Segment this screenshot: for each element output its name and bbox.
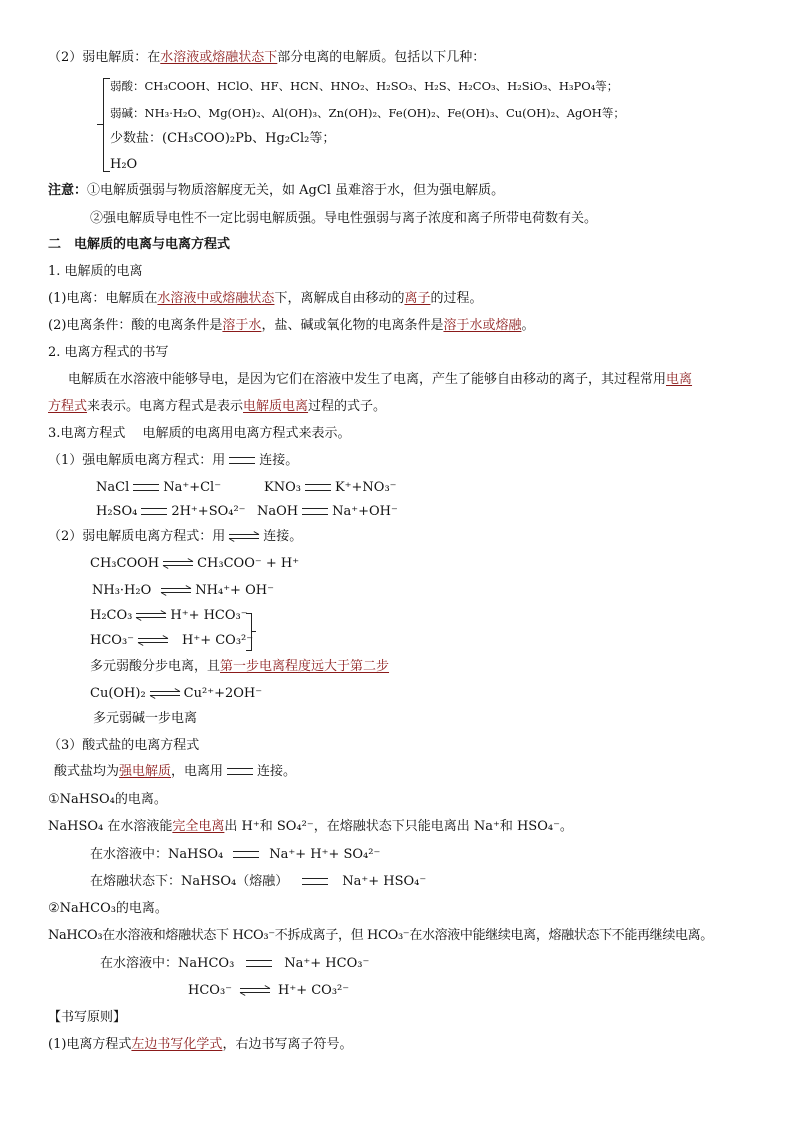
underlined-term: 溶于水或熔融	[443, 318, 522, 333]
eq-right: H⁺+ HCO₃⁻	[170, 608, 248, 623]
eq-right: Na⁺+ HCO₃⁻	[284, 956, 370, 971]
subsection-1: 1. 电解质的电离	[48, 264, 143, 279]
equation-hco3	[90, 632, 253, 650]
eq-left: H₂SO₄	[96, 504, 138, 519]
weak-eq-heading	[48, 528, 302, 546]
equals-sign-icon	[229, 457, 255, 464]
note-line-2: ②强电解质导电性不一定比弱电解质强。导电性强弱与离子浓度和离子所带电荷数有关。	[90, 211, 598, 226]
eq-left: NaCl	[96, 480, 130, 495]
equation-nacl	[96, 479, 221, 497]
reversible-arrow-icon	[138, 636, 168, 645]
note-line-1	[48, 182, 504, 200]
equals-sign-icon	[141, 508, 167, 515]
acidsalt-para	[54, 763, 296, 781]
brace-tick	[251, 631, 256, 632]
underlined-term: 溶于水	[222, 318, 262, 333]
value: CH₃COOH、HClO、HF、HCN、HNO₂、H₂SO₃、H₂S、H₂CO₃、H₂SiO₃、H₃PO₄等；	[144, 79, 619, 93]
eq-left: HCO₃⁻	[90, 633, 135, 648]
text: 连接。	[259, 453, 299, 468]
eq-right: Na⁺+Cl⁻	[163, 480, 222, 495]
subsection-2: 2. 电离方程式的书写	[48, 345, 169, 360]
text: （2）弱电解质电离方程式：用	[48, 529, 226, 544]
equals-sign-icon	[233, 851, 259, 858]
eq-right: Cu²⁺+2OH⁻	[183, 686, 263, 701]
underlined-term: 强电解质	[119, 764, 172, 779]
weak-note-polyacid	[90, 658, 389, 676]
text: (1)电离：电解质在	[48, 291, 158, 306]
equation-hco3-aq	[188, 982, 349, 1000]
equals-sign-icon	[305, 484, 331, 491]
equation-h2co3	[90, 607, 248, 625]
equation-nh3h2o	[92, 582, 274, 600]
text: 过程的式子。	[308, 399, 387, 414]
eq-left: Cu(OH)₂	[90, 686, 146, 701]
underlined-term: 第一步电离程度远大于第二步	[220, 659, 390, 674]
nahco3-para: NaHCO₃在水溶液和熔融状态下 HCO₃⁻不拆成离子，但 HCO₃⁻在水溶液中能继续电离，熔融状态下不能再继续电离。	[48, 928, 713, 943]
underlined-term: 离子	[404, 291, 431, 306]
equation-nahso4-aq	[90, 846, 380, 864]
brace-tick	[97, 124, 104, 125]
eq-right: H⁺+ CO₃²⁻	[278, 983, 350, 998]
eq-right: Na⁺+OH⁻	[332, 504, 398, 519]
underlined-term: 电离	[666, 372, 693, 387]
eq-left: NH₃·H₂O	[92, 583, 152, 598]
weak-note-polybase: 多元弱碱一步电离	[93, 711, 198, 726]
equation-cuoh2	[90, 685, 262, 703]
rules-line-1	[48, 1036, 352, 1054]
text: 部分电离的电解质。包括以下几种：	[277, 50, 486, 65]
underlined-term: 方程式	[48, 399, 88, 414]
rules-heading: 【书写原则】	[48, 1010, 127, 1025]
eq-left: H₂CO₃	[90, 608, 133, 623]
reversible-arrow-icon	[136, 611, 166, 620]
eq-right: K⁺+NO₃⁻	[334, 480, 397, 495]
text: （2）弱电解质：在	[48, 50, 161, 65]
equals-sign-icon	[246, 960, 272, 967]
note-label: 注意：	[48, 183, 88, 198]
text: 酸式盐均为	[54, 764, 120, 779]
underlined-term: 电解质电离	[243, 399, 309, 414]
eq-left: CH₃COOH	[90, 556, 160, 571]
weak-bases	[110, 104, 625, 122]
text: (2)电离条件：酸的电离条件是	[48, 318, 223, 333]
reversible-arrow-icon	[240, 986, 270, 995]
text: ，电离用	[171, 764, 224, 779]
text: 。	[521, 318, 535, 333]
equals-sign-icon	[302, 508, 328, 515]
para-equation-line1	[68, 371, 692, 389]
underlined-term: 左边书写化学式	[131, 1037, 223, 1052]
text: 的过程。	[430, 291, 483, 306]
eq-left: KNO₃	[264, 480, 301, 495]
eq-left: 在水溶液中：NaHCO₃	[100, 956, 235, 971]
reversible-arrow-icon	[229, 532, 259, 541]
equation-nahco3-aq	[100, 955, 369, 973]
text: NaHSO₄ 在水溶液能	[48, 819, 173, 834]
label: 弱碱：	[110, 106, 145, 120]
eq-right: Na⁺+ HSO₄⁻	[342, 874, 427, 889]
weak-heading	[48, 49, 485, 67]
text: ，盐、碱或氧化物的电离条件是	[261, 318, 444, 333]
para-ionization	[48, 290, 482, 308]
text: 出 H⁺和 SO₄²⁻，在熔融状态下只能电离出 Na⁺和 HSO₄⁻。	[224, 819, 573, 834]
eq-left: 在水溶液中：NaHSO₄	[90, 847, 224, 862]
weak-acids	[110, 77, 618, 95]
section-title: 二 电解质的电离与电离方程式	[48, 237, 231, 252]
para-equation-line2	[48, 398, 386, 416]
text: 下，离解成自由移动的	[274, 291, 405, 306]
eq-left: 在熔融状态下：NaHSO₄（熔融）	[90, 874, 289, 889]
reversible-arrow-icon	[163, 559, 193, 568]
equation-nahso4-molten	[90, 873, 426, 891]
acidsalt-heading: （3）酸式盐的电离方程式	[48, 738, 200, 753]
equals-sign-icon	[227, 768, 253, 775]
text: ，右边书写离子符号。	[222, 1037, 353, 1052]
eq-right: H⁺+ CO₃²⁻	[182, 633, 254, 648]
equation-kno3	[264, 479, 397, 497]
value: NH₃·H₂O、Mg(OH)₂、Al(OH)₃、Zn(OH)₂、Fe(OH)₂、Fe(OH)₃、Cu(OH)₂、AgOH等；	[144, 106, 625, 120]
text: (1)电离方程式	[48, 1037, 132, 1052]
reversible-arrow-icon	[150, 689, 180, 698]
eq-right: Na⁺+ H⁺+ SO₄²⁻	[269, 847, 381, 862]
text: 连接。	[263, 529, 303, 544]
left-brace	[103, 78, 110, 172]
text: 多元弱酸分步电离，且	[90, 659, 221, 674]
eq-right: CH₃COO⁻ + H⁺	[197, 556, 300, 571]
equals-sign-icon	[133, 484, 159, 491]
equals-sign-icon	[302, 878, 328, 885]
eq-left: NaOH	[257, 504, 299, 519]
eq-right: 2H⁺+SO₄²⁻	[171, 504, 246, 519]
text: 连接。	[257, 764, 297, 779]
text: （1）强电解质电离方程式：用	[48, 453, 226, 468]
nahco3-heading: ②NaHCO₃的电离。	[48, 901, 168, 916]
nahso4-para	[48, 818, 573, 836]
reversible-arrow-icon	[161, 586, 191, 595]
weak-water: H₂O	[110, 157, 138, 172]
equation-h2so4	[96, 503, 246, 521]
eq-left: HCO₃⁻	[188, 983, 233, 998]
text: 来表示。电离方程式是表示	[87, 399, 244, 414]
para-conditions	[48, 317, 534, 335]
underlined-term: 完全电离	[172, 819, 225, 834]
underlined-term: 水溶液或熔融状态下	[160, 50, 278, 65]
weak-salts: 少数盐：(CH₃COO)₂Pb、Hg₂Cl₂等；	[110, 131, 336, 146]
eq-right: NH₄⁺+ OH⁻	[195, 583, 274, 598]
nahso4-heading: ①NaHSO₄的电离。	[48, 792, 167, 807]
text: ①电解质强弱与物质溶解度无关，如 AgCl 虽难溶于水，但为强电解质。	[87, 183, 505, 198]
underlined-term: 水溶液中或熔融状态	[157, 291, 275, 306]
strong-heading	[48, 452, 298, 470]
equation-ch3cooh	[90, 555, 299, 573]
subsection-3: 3.电离方程式 电解质的电离用电离方程式来表示。	[48, 426, 351, 441]
text: 电解质在水溶液中能够导电，是因为它们在溶液中发生了电离，产生了能够自由移动的离子，其过程常用	[68, 372, 667, 387]
equation-naoh	[257, 503, 398, 521]
label: 弱酸：	[110, 79, 145, 93]
